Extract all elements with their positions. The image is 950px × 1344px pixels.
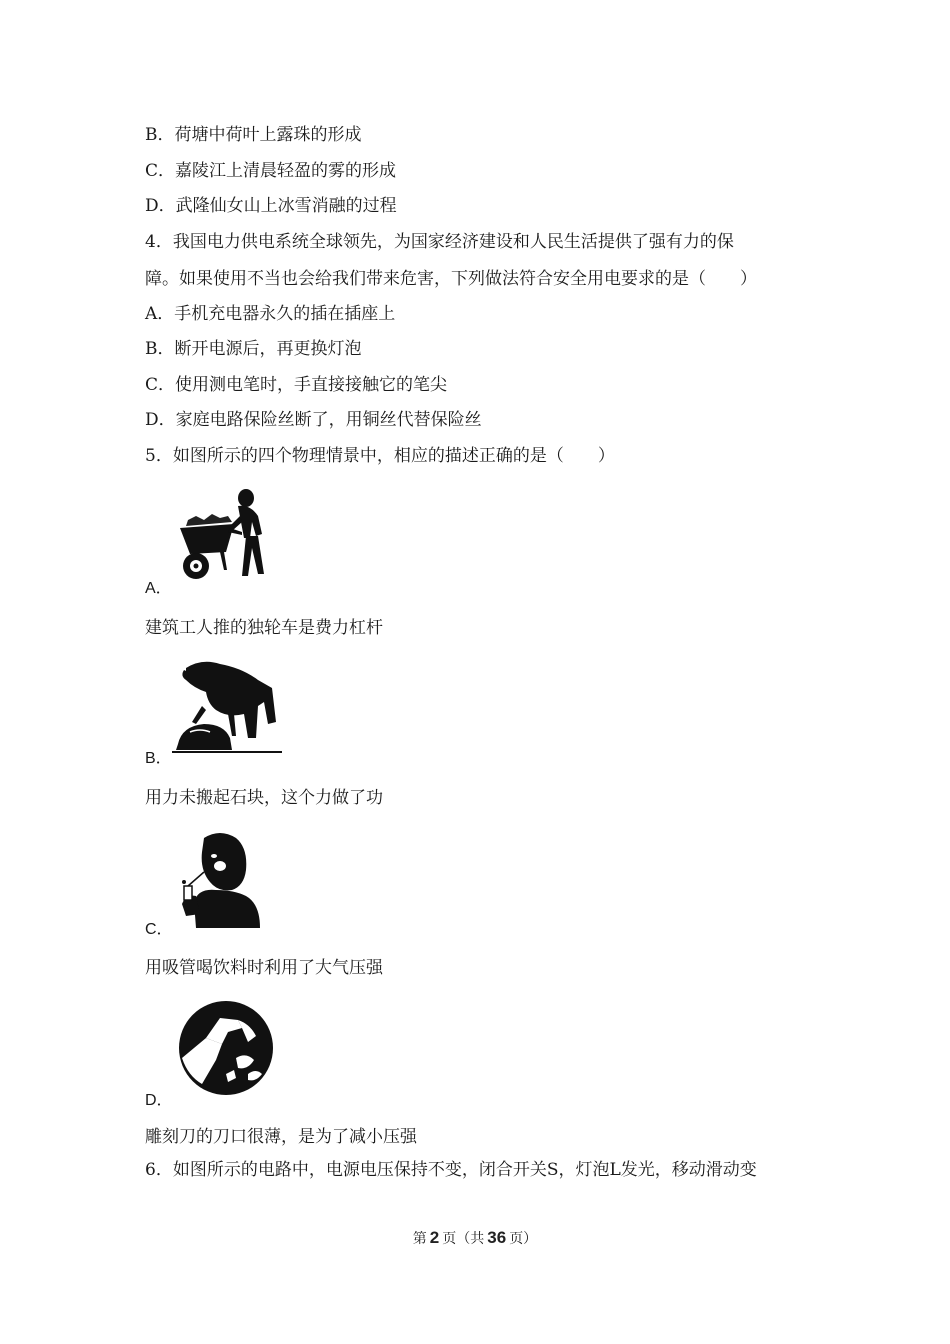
- q5-option-a-label: A．: [145, 580, 172, 597]
- drinking-straw-image: [176, 830, 264, 928]
- lifting-rock-image: [172, 658, 284, 758]
- q4-stem-line1: 4．我国电力供电系统全球领先，为国家经济建设和人民生活提供了强有力的保: [145, 232, 734, 252]
- q3-option-c: C．嘉陵江上清晨轻盈的雾的形成: [145, 161, 397, 181]
- q5-option-c-label: C．: [145, 921, 173, 938]
- q5-option-d-text: 雕刻刀的刀口很薄，是为了减小压强: [145, 1127, 417, 1147]
- carving-knife-image: [176, 998, 276, 1098]
- q4-option-a: A．手机充电器永久的插在插座上: [145, 304, 396, 324]
- q5-option-b-label: B．: [145, 750, 172, 767]
- footer-prefix: 第: [412, 1231, 427, 1247]
- q3-option-b: B．荷塘中荷叶上露珠的形成: [145, 125, 362, 145]
- page-footer: [0, 1228, 950, 1248]
- q5-option-a-text: 建筑工人推的独轮车是费力杠杆: [145, 618, 383, 638]
- q5-option-c-text: 用吸管喝饮料时利用了大气压强: [145, 958, 383, 978]
- q4-stem-line2: 障。如果使用不当也会给我们带来危害，下列做法符合安全用电要求的是（ ）: [145, 269, 757, 289]
- q5-option-b-text: 用力未搬起石块，这个力做了功: [145, 788, 383, 808]
- footer-page-number: 2: [429, 1228, 440, 1247]
- q4-option-b: B．断开电源后，再更换灯泡: [145, 339, 362, 359]
- q4-option-c: C．使用测电笔时，手直接接触它的笔尖: [145, 375, 448, 395]
- footer-total-pages: 36: [487, 1228, 507, 1247]
- q5-stem: 5．如图所示的四个物理情景中，相应的描述正确的是（ ）: [145, 446, 615, 466]
- footer-middle: 页（共: [442, 1231, 485, 1247]
- q5-option-d-label: D．: [145, 1092, 173, 1109]
- q4-option-d: D．家庭电路保险丝断了，用铜丝代替保险丝: [145, 410, 482, 430]
- wheelbarrow-worker-image: [176, 486, 282, 586]
- footer-suffix: 页）: [509, 1231, 538, 1247]
- q6-stem-line1: 6．如图所示的电路中，电源电压保持不变，闭合开关S，灯泡L发光，移动滑动变: [145, 1160, 757, 1180]
- q3-option-d: D．武隆仙女山上冰雪消融的过程: [145, 196, 397, 216]
